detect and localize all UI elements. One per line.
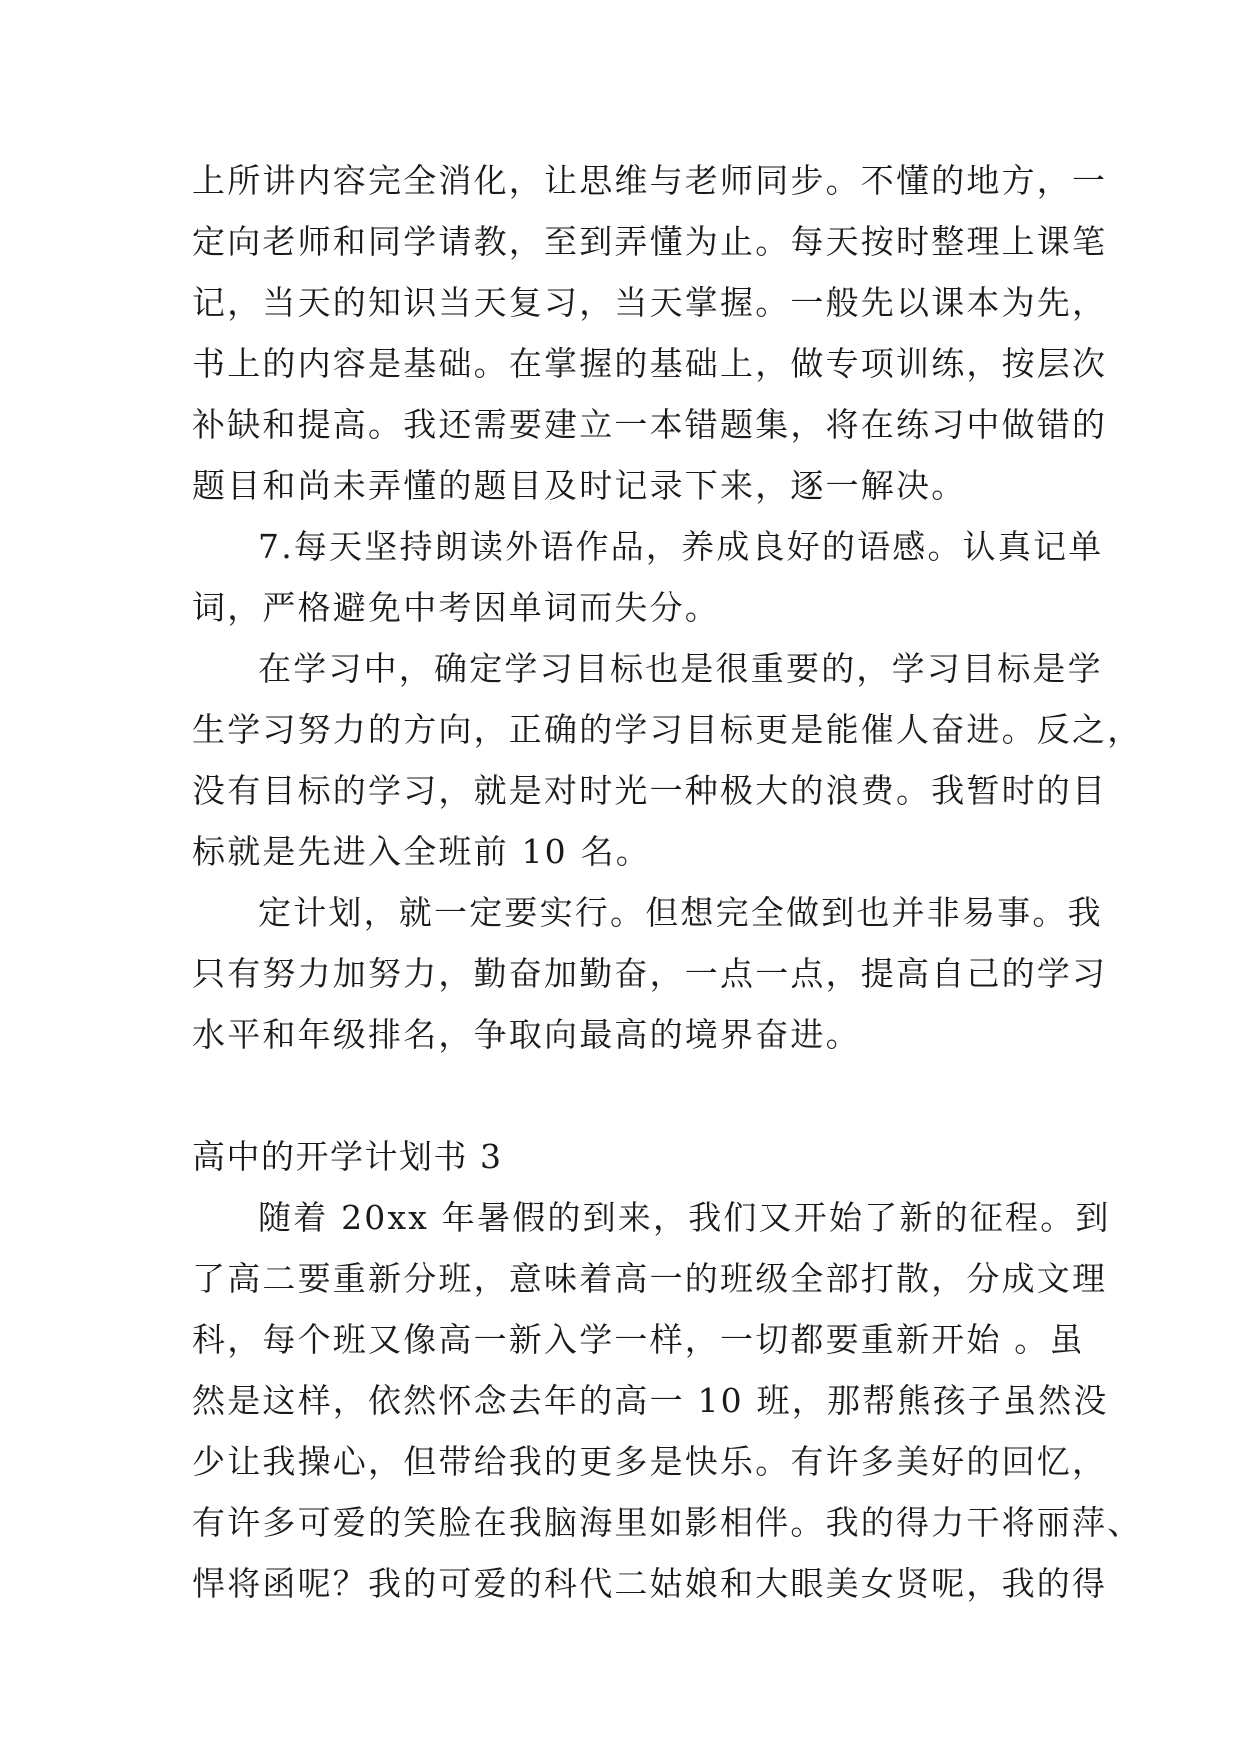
paragraph-goals <box>192 638 1143 882</box>
section-heading: 高中的开学计划书 3 <box>192 1137 503 1176</box>
text-line: 记，当天的知识当天复习，当天掌握。一般先以课本为先， <box>192 283 1108 322</box>
text-line: 生学习努力的方向，正确的学习目标更是能催人奋进。反之， <box>192 710 1143 749</box>
text-line: 定计划，就一定要实行。但想完全做到也并非易事。我 <box>258 893 1103 932</box>
text-line: 有许多可爱的笑脸在我脑海里如影相伴。我的得力干将丽萍、 <box>192 1503 1143 1542</box>
text-line: 水平和年级排名，争取向最高的境界奋进。 <box>192 1015 861 1054</box>
section-gap <box>192 1065 1072 1126</box>
text-line: 没有目标的学习，就是对时光一种极大的浪费。我暂时的目 <box>192 771 1108 810</box>
text-line: 然是这样，依然怀念去年的高一 10 班，那帮熊孩子虽然没 <box>192 1381 1109 1420</box>
text-line: 定向老师和同学请教，至到弄懂为止。每天按时整理上课笔 <box>192 222 1108 261</box>
text-line: 了高二要重新分班，意味着高一的班级全部打散，分成文理 <box>192 1259 1108 1298</box>
text-line: 7.每天坚持朗读外语作品，养成良好的语感。认真记单 <box>258 527 1104 566</box>
text-line: 上所讲内容完全消化，让思维与老师同步。不懂的地方，一 <box>192 161 1108 200</box>
text-line: 只有努力加努力，勤奋加勤奋，一点一点，提高自己的学习 <box>192 954 1108 993</box>
text-line: 书上的内容是基础。在掌握的基础上，做专项训练，按层次 <box>192 344 1108 383</box>
text-line: 题目和尚未弄懂的题目及时记录下来，逐一解决。 <box>192 466 967 505</box>
document-body <box>192 150 1143 1614</box>
text-line: 随着 20xx 年暑假的到来，我们又开始了新的征程。到 <box>258 1198 1111 1237</box>
paragraph-execution <box>192 882 1108 1065</box>
paragraph-item-7 <box>192 516 1104 638</box>
paragraph-new-semester <box>192 1187 1143 1614</box>
text-line: 标就是先进入全班前 10 名。 <box>192 832 651 871</box>
text-line: 科，每个班又像高一新入学一样，一切都要重新开始 。虽 <box>192 1320 1085 1359</box>
text-line: 悍将函呢？我的可爱的科代二姑娘和大眼美女贤呢，我的得 <box>192 1564 1108 1603</box>
text-line: 补缺和提高。我还需要建立一本错题集，将在练习中做错的 <box>192 405 1108 444</box>
paragraph-study-methods <box>192 150 1108 516</box>
text-line: 在学习中，确定学习目标也是很重要的，学习目标是学 <box>258 649 1103 688</box>
text-line: 词，严格避免中考因单词而失分。 <box>192 588 720 627</box>
text-line: 少让我操心，但带给我的更多是快乐。有许多美好的回忆， <box>192 1442 1108 1481</box>
